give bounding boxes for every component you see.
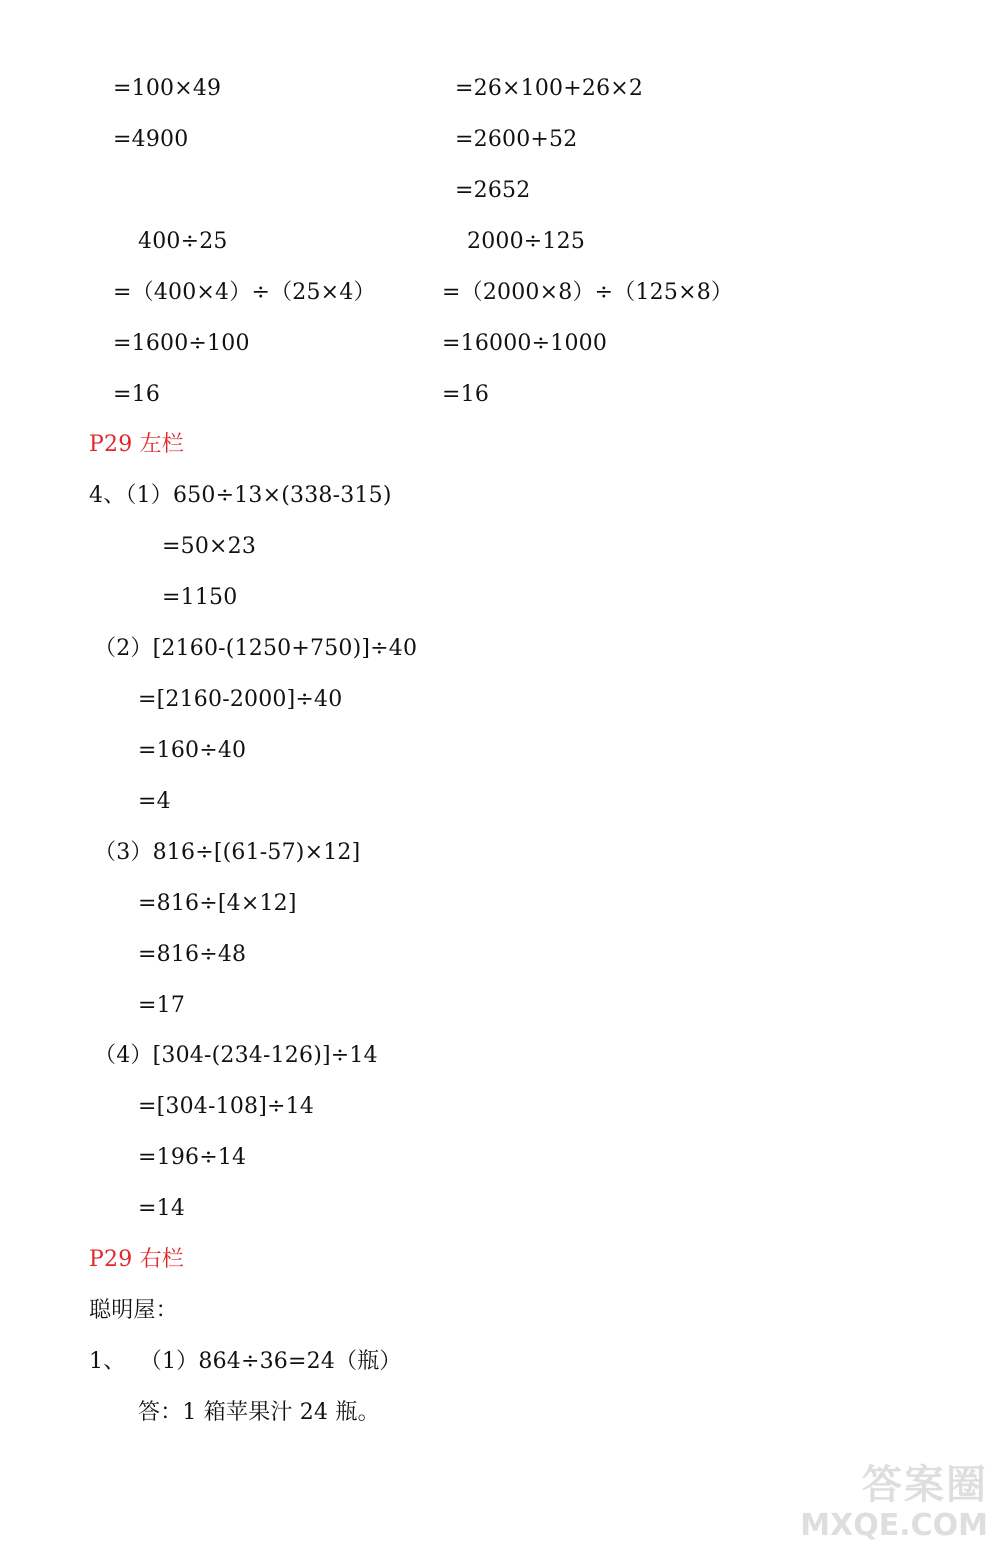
watermark-cn: 答案圈 xyxy=(862,1462,988,1508)
smart-house-title: 聪明屋： xyxy=(89,1298,178,1323)
calc-line: =2652 xyxy=(455,178,531,203)
calc-line: =1150 xyxy=(162,585,238,610)
question-line: （2）[2160-(1250+750)]÷40 xyxy=(94,636,418,661)
calc-line: =816÷48 xyxy=(138,942,247,967)
calc-line: =4900 xyxy=(113,127,189,152)
watermark-logo xyxy=(798,1453,988,1543)
calc-line: =16 xyxy=(442,382,490,407)
calc-line: =2600+52 xyxy=(455,127,578,152)
calc-line: =（400×4）÷（25×4） xyxy=(113,280,376,305)
calc-line: =26×100+26×2 xyxy=(455,76,644,101)
answer-line: 答：1 箱苹果汁 24 瓶。 xyxy=(138,1400,380,1425)
calc-line: =196÷14 xyxy=(138,1145,247,1170)
question-line: （3）816÷[(61-57)×12] xyxy=(94,840,361,865)
calc-line: =[304-108]÷14 xyxy=(138,1094,315,1119)
section-heading-left: P29 左栏 xyxy=(89,432,184,457)
calc-line: =16000÷1000 xyxy=(442,331,608,356)
calc-line: 2000÷125 xyxy=(467,229,586,254)
calc-line: =4 xyxy=(138,789,171,814)
question-line: 1、 （1）864÷36=24（瓶） xyxy=(89,1349,402,1374)
calc-line: 400÷25 xyxy=(138,229,228,254)
watermark-en: MXQE.COM xyxy=(800,1508,988,1543)
calc-line: =160÷40 xyxy=(138,738,247,763)
question-line: 4、（1）650÷13×(338-315) xyxy=(89,483,392,508)
section-heading-right: P29 右栏 xyxy=(89,1247,184,1272)
calc-line: =100×49 xyxy=(113,76,222,101)
calc-line: =14 xyxy=(138,1196,186,1221)
calc-line: =[2160-2000]÷40 xyxy=(138,687,343,712)
calc-line: =816÷[4×12] xyxy=(138,891,297,916)
calc-line: =（2000×8）÷（125×8） xyxy=(442,280,734,305)
question-line: （4）[304-(234-126)]÷14 xyxy=(94,1043,378,1068)
calc-line: =17 xyxy=(138,993,186,1018)
calc-line: =16 xyxy=(113,382,161,407)
calc-line: =1600÷100 xyxy=(113,331,250,356)
calc-line: =50×23 xyxy=(162,534,257,559)
